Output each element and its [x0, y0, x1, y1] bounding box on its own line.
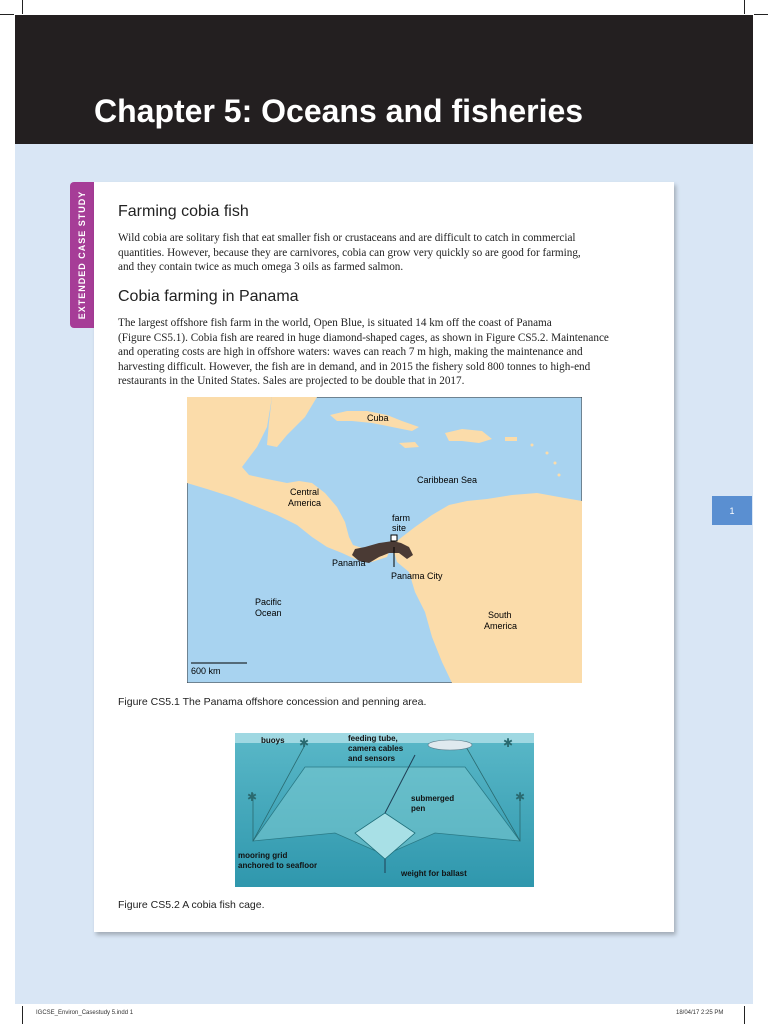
chapter-title: Chapter 5: Oceans and fisheries	[94, 93, 584, 129]
map-label-central-america: America	[288, 498, 322, 508]
text-line: and operating costs are high in offshore waters: waves can reach 7 m high, making the maintenance and	[118, 346, 583, 359]
map-scale-label: 600 km	[191, 666, 221, 676]
cage-label-mooring: anchored to seafloor	[238, 861, 318, 870]
file-slug: IGCSE_Environ_Casestudy 5.indd 1	[36, 1010, 134, 1016]
extended-case-study-tab	[70, 182, 94, 328]
text-line: quantities. However, because they are carnivores, cobia can grow very quickly so are good for farming,	[118, 246, 581, 259]
cage-label-mooring: mooring grid	[238, 851, 288, 860]
text-line: (Figure CS5.1). Cobia fish are reared in huge diamond-shaped cages, as shown in Figure CS5.2. Maintenance	[118, 331, 609, 344]
map-island	[558, 474, 561, 477]
cage-label-ballast: weight for ballast	[401, 869, 467, 878]
map-label-panama: Panama	[332, 558, 366, 568]
text-line: Wild cobia are solitary fish that eat smaller fish or crustaceans and are difficult to catch in commercial	[118, 232, 576, 244]
section-heading-panama: Cobia farming in Panama	[118, 288, 299, 305]
cage-label-feeding: camera cables	[348, 744, 404, 753]
figure-caption-cage: Figure CS5.2 A cobia fish cage.	[118, 899, 265, 911]
date-slug: 18/04/17 2:25 PM	[676, 1010, 724, 1016]
cage-label-feeding: feeding tube,	[348, 734, 398, 743]
map-label-south-america: South	[488, 610, 512, 620]
paragraph-panama	[118, 316, 648, 389]
section-heading-farming: Farming cobia fish	[118, 203, 249, 220]
map-label-pacific-ocean: Ocean	[255, 608, 282, 618]
text-line: The largest offshore fish farm in the world, Open Blue, is situated 14 km off the coast of Panama	[118, 317, 552, 329]
map-island	[554, 462, 557, 465]
cage-label-buoys: buoys	[261, 736, 285, 745]
page-number-tab: 1	[712, 496, 752, 525]
map-land-puerto-rico	[505, 437, 517, 441]
buoy-icon: ✱	[247, 790, 258, 804]
text-line: harvesting difficult. However, the fish are in demand, and in 2015 the fishery sold 800 tonnes to high-end	[118, 360, 591, 373]
cage-label-pen: submerged	[411, 794, 455, 803]
crop-mark	[22, 0, 23, 14]
side-tab-label: EXTENDED CASE STUDY	[77, 190, 87, 320]
map-island	[531, 444, 534, 447]
text-line: and they contain twice as much omega 3 oils as farmed salmon.	[118, 261, 404, 274]
buoy-icon: ✱	[503, 736, 514, 750]
map-label-panama-city: Panama City	[391, 571, 443, 581]
figure-caption-map: Figure CS5.1 The Panama offshore concession and penning area.	[118, 696, 427, 708]
map-label-farm-site: farm	[392, 513, 410, 523]
cobia-cage-diagram	[235, 733, 534, 887]
cage-label-feeding: and sensors	[348, 754, 396, 763]
crop-mark	[754, 14, 768, 15]
farm-site-marker	[391, 535, 397, 541]
map-label-farm-site: site	[392, 523, 407, 533]
cage-label-pen: pen	[411, 804, 426, 813]
map-label-pacific-ocean: Pacific	[255, 597, 282, 607]
boat-icon	[428, 740, 472, 750]
map-label-south-america: America	[484, 621, 518, 631]
crop-mark	[744, 1006, 745, 1024]
map-label-cuba: Cuba	[367, 413, 389, 423]
map-island	[546, 452, 549, 455]
paragraph-intro	[118, 231, 648, 275]
crop-mark	[0, 14, 14, 15]
crop-mark	[22, 1006, 23, 1024]
map-label-central-america: Central	[290, 487, 320, 497]
buoy-icon: ✱	[299, 736, 310, 750]
panama-map	[187, 397, 582, 683]
buoy-icon: ✱	[515, 790, 526, 804]
text-line: restaurants in the United States. Sales are projected to be double that in 2017.	[118, 375, 465, 388]
map-label-caribbean: Caribbean Sea	[417, 475, 478, 485]
crop-mark	[744, 0, 745, 14]
